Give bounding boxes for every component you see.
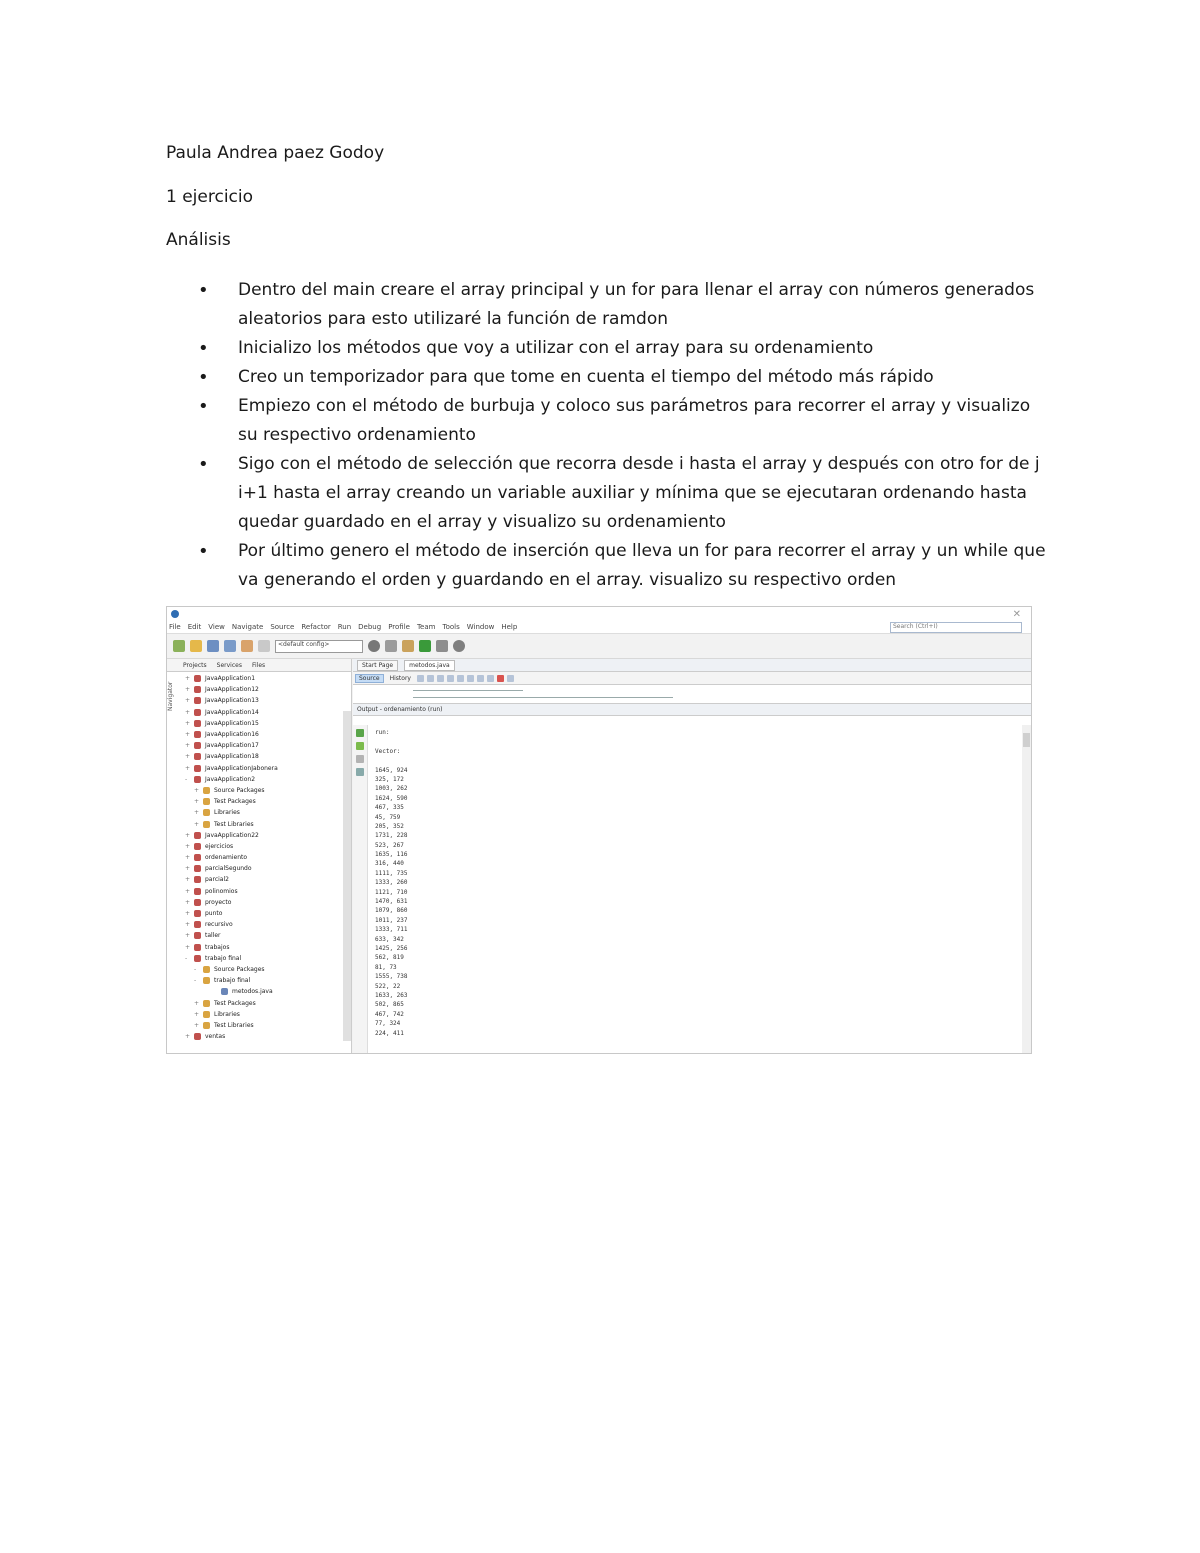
panel-tab: Files: [251, 661, 266, 669]
output-line: 205, 352: [375, 822, 404, 830]
project-icon: [194, 944, 201, 951]
redo-icon: [258, 640, 270, 652]
history-button: History: [389, 674, 411, 682]
expand-icon: +: [185, 686, 191, 694]
output-line: 1079, 860: [375, 907, 408, 915]
toolbar-icon: [437, 675, 444, 682]
output-line: 1121, 710: [375, 888, 408, 896]
project-tree: [185, 673, 345, 1042]
ide-menubar: [167, 621, 1031, 634]
output-line: 224, 411: [375, 1029, 404, 1037]
menu-item: Source: [270, 623, 295, 631]
expand-icon: -: [185, 775, 188, 783]
expand-icon: +: [185, 854, 191, 862]
output-line: 1111, 735: [375, 869, 408, 877]
toolbar-icon: [427, 675, 434, 682]
expand-icon: +: [185, 1033, 191, 1041]
editor-tabs: [353, 659, 1031, 672]
output-line: 45, 759: [375, 813, 401, 821]
expand-icon: +: [185, 865, 191, 873]
project-icon: [194, 776, 201, 783]
output-line: 523, 267: [375, 841, 404, 849]
project-icon: [194, 888, 201, 895]
tree-node-label: polinomios: [205, 887, 238, 895]
tree-node: [185, 1031, 345, 1042]
expand-icon: +: [185, 932, 191, 940]
folder-icon: [203, 798, 210, 805]
toolbar-icon: [457, 675, 464, 682]
expand-icon: -: [185, 954, 188, 962]
section-heading: Análisis: [166, 230, 231, 250]
tree-node: [185, 807, 345, 818]
expand-icon: +: [185, 731, 191, 739]
tree-node-label: JavaApplication18: [205, 753, 259, 761]
expand-icon: +: [194, 1021, 200, 1029]
output-line: 502, 865: [375, 1001, 404, 1009]
new-project-icon: [190, 640, 202, 652]
folder-icon: [203, 1011, 210, 1018]
file-icon: [221, 988, 228, 995]
project-icon: [194, 832, 201, 839]
expand-icon: +: [194, 809, 200, 817]
expand-icon: +: [185, 708, 191, 716]
tree-node: [185, 852, 345, 863]
output-line: 1333, 711: [375, 926, 408, 934]
open-project-icon: [207, 640, 219, 652]
tree-node: [185, 684, 345, 695]
scroll-thumb: [1023, 733, 1030, 747]
bullet-item: • Empiezo con el método de burbuja y coloco sus parámetros para recorrer el array y visualizo su respectivo ordenamiento: [198, 392, 1048, 450]
output-line: 1011, 237: [375, 916, 408, 924]
bullet-item: • Sigo con el método de selección que recorra desde i hasta el array y después con otro for de j i+1 hasta el array creando un variable auxiliar y mínima que se ejecutaran ordenando hasta quedar guardado en el array y visualizo su ordenamiento: [198, 450, 1048, 537]
output-line: 467, 742: [375, 1010, 404, 1018]
project-icon: [194, 697, 201, 704]
tree-node: [185, 718, 345, 729]
ide-titlebar: [167, 607, 1031, 621]
output-sidebar: [353, 725, 368, 1053]
tree-node-label: JavaApplication16: [205, 731, 259, 739]
output-line: 1731, 228: [375, 832, 408, 840]
tree-node-label: JavaApplicationJabonera: [205, 764, 278, 772]
output-line: 1624, 590: [375, 794, 408, 802]
expand-icon: +: [185, 675, 191, 683]
tree-node: [185, 908, 345, 919]
tree-node: [185, 886, 345, 897]
tree-node-label: trabajos: [205, 943, 230, 951]
tab-metodos-java: metodos.java: [404, 660, 455, 671]
projects-panel: [167, 659, 352, 1053]
tree-node-label: JavaApplication22: [205, 831, 259, 839]
run-icon: [419, 640, 431, 652]
output-scrollbar: [1022, 725, 1031, 1053]
projects-tabs: [167, 659, 351, 672]
close-icon: ✕: [1012, 608, 1021, 620]
expand-icon: +: [194, 999, 200, 1007]
project-icon: [194, 675, 201, 682]
tree-node-label: ordenamiento: [205, 854, 248, 862]
netbeans-icon: [171, 610, 179, 618]
project-icon: [194, 753, 201, 760]
analysis-bullet-list: [198, 276, 1048, 595]
project-icon: [194, 709, 201, 716]
output-line: [375, 738, 408, 747]
tree-node: [185, 942, 345, 953]
output-line: 81, 73: [375, 963, 397, 971]
tree-node: [185, 986, 345, 997]
expand-icon: -: [194, 965, 197, 973]
output-line: [375, 757, 408, 766]
code-line: [413, 697, 673, 698]
tree-node-label: Source Packages: [214, 786, 265, 794]
project-icon: [194, 921, 201, 928]
tree-node: [185, 830, 345, 841]
tree-node-label: Libraries: [214, 809, 240, 817]
profile-icon: [453, 640, 465, 652]
tree-node-label: ventas: [205, 1033, 226, 1041]
navigator-strip: Navigator: [167, 681, 174, 711]
stop-icon: [497, 675, 504, 682]
project-icon: [194, 686, 201, 693]
output-line: 1333, 260: [375, 879, 408, 887]
menu-item: Profile: [388, 623, 410, 631]
tree-node: [185, 729, 345, 740]
tree-node: [185, 863, 345, 874]
menu-item: Help: [501, 623, 518, 631]
folder-icon: [203, 1022, 210, 1029]
code-area: [353, 685, 1031, 704]
expand-icon: +: [185, 753, 191, 761]
expand-icon: +: [194, 1010, 200, 1018]
tree-node: [185, 785, 345, 796]
bullet-item: • Por último genero el método de inserción que lleva un for para recorrer el array y un while que va generando el orden y guardando en el array. visualizo su respectivo orden: [198, 537, 1048, 595]
source-toolbar: [353, 672, 1031, 685]
menu-item: Refactor: [301, 623, 331, 631]
menu-item: Tools: [442, 623, 460, 631]
output-line: 522, 22: [375, 982, 401, 990]
panel-tab: Projects: [183, 661, 207, 669]
project-icon: [194, 742, 201, 749]
panel-tab: Services: [216, 661, 242, 669]
new-file-icon: [173, 640, 185, 652]
tree-node: [185, 774, 345, 785]
project-icon: [194, 1033, 201, 1040]
menu-item: Run: [337, 623, 352, 631]
output-line: 77, 324: [375, 1020, 401, 1028]
tree-node: [185, 740, 345, 751]
tree-node: [185, 1009, 345, 1020]
tree-node: [185, 964, 345, 975]
project-icon: [194, 765, 201, 772]
toolbar-icon: [477, 675, 484, 682]
expand-icon: +: [185, 921, 191, 929]
tree-node: [185, 975, 345, 986]
expand-icon: +: [185, 719, 191, 727]
output-line: run:: [375, 729, 390, 736]
toolbar-icon: [417, 675, 424, 682]
tree-node-label: punto: [205, 910, 223, 918]
output-line: 316, 440: [375, 860, 404, 868]
rerun-icon: [356, 729, 364, 737]
expand-icon: +: [185, 742, 191, 750]
project-icon: [194, 876, 201, 883]
expand-icon: +: [185, 764, 191, 772]
bullet-item: • Dentro del main creare el array principal y un for para llenar el array con números generados aleatorios para esto utilizaré la función de ramdon: [198, 276, 1048, 334]
tree-node: [185, 953, 345, 964]
expand-icon: +: [194, 798, 200, 806]
expand-icon: +: [185, 876, 191, 884]
tree-node-label: JavaApplication17: [205, 742, 259, 750]
source-button: Source: [355, 674, 384, 683]
tree-node-label: trabajo final: [205, 954, 242, 962]
tree-node-label: Test Packages: [214, 798, 256, 806]
tree-node: [185, 919, 345, 930]
project-icon: [194, 865, 201, 872]
tree-node: [185, 818, 345, 829]
config-select: <default config>: [275, 640, 363, 653]
tree-node: [185, 841, 345, 852]
tree-node-label: Test Libraries: [214, 1021, 254, 1029]
folder-icon: [203, 787, 210, 794]
hammer-icon: [385, 640, 397, 652]
expand-icon: +: [185, 943, 191, 951]
output-window-title: Output - ordenamiento (run): [353, 704, 1031, 716]
toolbar-icon: [487, 675, 494, 682]
tree-node: [185, 1020, 345, 1031]
expand-icon: +: [185, 910, 191, 918]
tree-node-label: Test Packages: [214, 999, 256, 1007]
tree-node-label: recursivo: [205, 921, 233, 929]
menu-item: Team: [416, 623, 436, 631]
tree-node: [185, 763, 345, 774]
output-line: 633, 342: [375, 935, 404, 943]
output-line: 1470, 631: [375, 898, 408, 906]
output-line: 1425, 256: [375, 944, 408, 952]
folder-icon: [203, 1000, 210, 1007]
project-icon: [194, 843, 201, 850]
stop-icon: [356, 755, 364, 763]
globe-icon: [368, 640, 380, 652]
tree-node-label: JavaApplication2: [205, 775, 256, 783]
tree-node-label: parcial2: [205, 876, 229, 884]
folder-icon: [203, 821, 210, 828]
tree-node-label: JavaApplication14: [205, 708, 259, 716]
ide-search-input: Search (Ctrl+I): [890, 622, 1022, 633]
project-icon: [194, 720, 201, 727]
folder-icon: [203, 809, 210, 816]
menu-item: File: [169, 623, 181, 631]
settings-icon: [356, 768, 364, 776]
menu-item: Debug: [358, 623, 382, 631]
project-icon: [194, 899, 201, 906]
folder-icon: [203, 977, 210, 984]
toolbar-icon: [467, 675, 474, 682]
tab-start-page: Start Page: [357, 660, 398, 671]
tree-node-label: ejercicios: [205, 842, 234, 850]
project-icon: [194, 854, 201, 861]
tree-node: [185, 751, 345, 762]
bullet-item: • Creo un temporizador para que tome en cuenta el tiempo del método más rápido: [198, 363, 1048, 392]
menu-item: Navigate: [231, 623, 264, 631]
expand-icon: +: [194, 820, 200, 828]
debug-icon: [436, 640, 448, 652]
expand-icon: +: [185, 898, 191, 906]
expand-icon: +: [185, 887, 191, 895]
ide-toolbar: [167, 634, 1031, 659]
menu-item: Window: [466, 623, 495, 631]
tree-node-label: JavaApplication1: [205, 675, 256, 683]
tree-node-label: JavaApplication13: [205, 697, 259, 705]
tree-node-label: parcialSegundo: [205, 865, 252, 873]
clean-build-icon: [402, 640, 414, 652]
project-icon: [194, 910, 201, 917]
tree-node: [185, 707, 345, 718]
tree-node-label: Source Packages: [214, 965, 265, 973]
expand-icon: +: [185, 697, 191, 705]
output-line: 562, 819: [375, 954, 404, 962]
menu-item: View: [208, 623, 225, 631]
output-line: 1645, 924: [375, 766, 408, 774]
author-name: Paula Andrea paez Godoy: [166, 143, 385, 163]
tree-node: [185, 874, 345, 885]
output-line: 1635, 116: [375, 851, 408, 859]
folder-icon: [203, 966, 210, 973]
menu-item: Edit: [187, 623, 202, 631]
tree-node: [185, 796, 345, 807]
output-line: 1633, 263: [375, 991, 408, 999]
output-line: 325, 172: [375, 775, 404, 783]
project-icon: [194, 731, 201, 738]
project-icon: [194, 932, 201, 939]
tree-node: [185, 930, 345, 941]
output-line: Vector:: [375, 747, 401, 755]
tree-node: [185, 695, 345, 706]
bullet-item: • Inicializo los métodos que voy a utilizar con el array para su ordenamiento: [198, 334, 1048, 363]
tree-node: [185, 673, 345, 684]
tree-node: [185, 997, 345, 1008]
projects-scrollbar: [343, 711, 351, 1041]
tree-node-label: proyecto: [205, 898, 232, 906]
expand-icon: +: [185, 842, 191, 850]
output-line: 467, 335: [375, 804, 404, 812]
output-line: 1003, 262: [375, 785, 408, 793]
tree-node: [185, 897, 345, 908]
undo-icon: [241, 640, 253, 652]
output-text: [375, 729, 408, 1039]
tree-node-label: Libraries: [214, 1010, 240, 1018]
exercise-title: 1 ejercicio: [166, 187, 254, 207]
code-line: [413, 690, 523, 691]
expand-icon: +: [194, 786, 200, 794]
tree-node-label: taller: [205, 932, 221, 940]
output-line: 1555, 738: [375, 973, 408, 981]
tree-node-label: Test Libraries: [214, 820, 254, 828]
project-icon: [194, 955, 201, 962]
toolbar-icon: [447, 675, 454, 682]
tree-node-label: JavaApplication15: [205, 719, 259, 727]
expand-icon: -: [194, 977, 197, 985]
save-all-icon: [224, 640, 236, 652]
rerun-options-icon: [356, 742, 364, 750]
editor-area: [353, 659, 1031, 1053]
expand-icon: +: [185, 831, 191, 839]
tree-node-label: JavaApplication12: [205, 686, 259, 694]
ide-screenshot: [166, 606, 1032, 1054]
tree-node-label: metodos.java: [232, 988, 273, 996]
tree-node-label: trabajo final: [214, 977, 251, 985]
toolbar-icon: [507, 675, 514, 682]
